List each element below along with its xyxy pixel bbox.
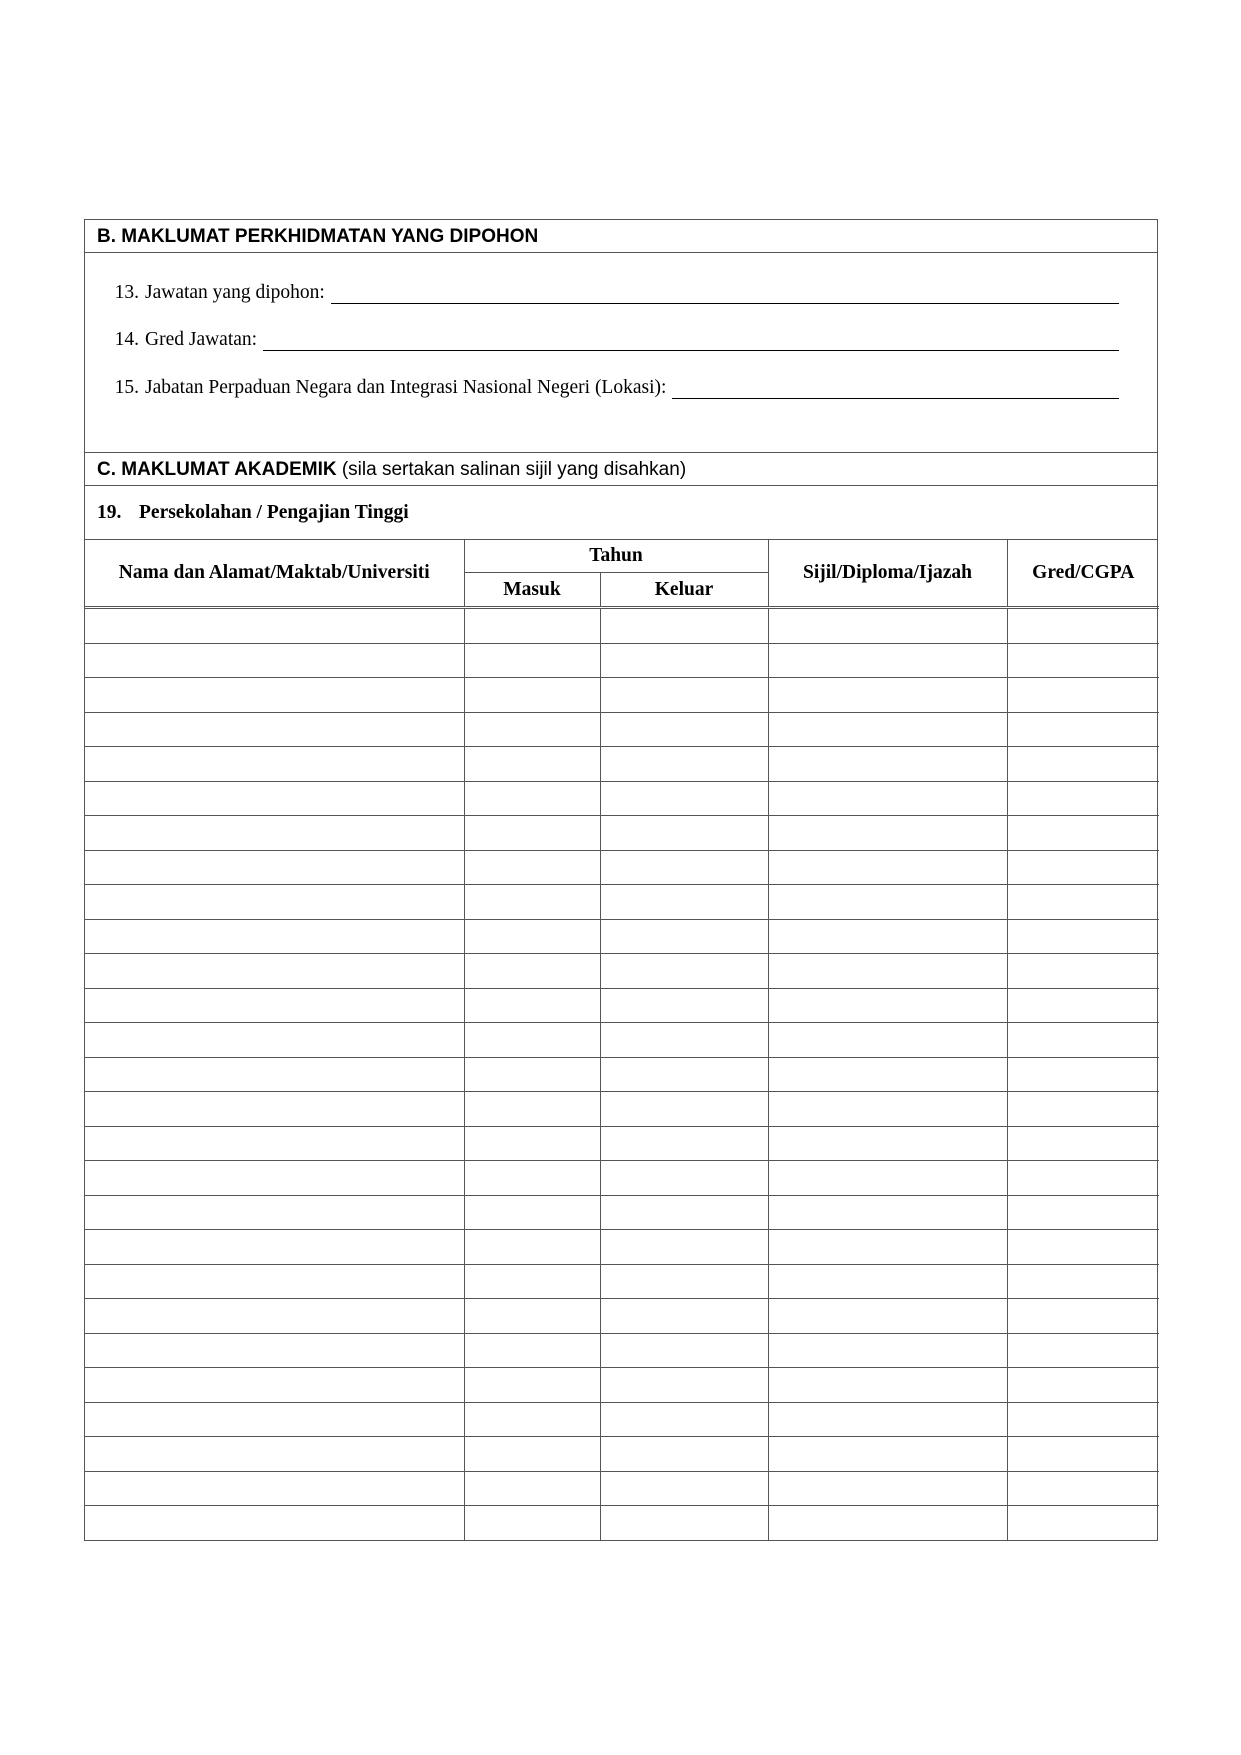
table-row (85, 919, 1159, 954)
cell-grade[interactable] (1007, 1195, 1159, 1230)
education-table (85, 540, 1159, 1540)
cell-year-out[interactable] (600, 1023, 768, 1058)
table-row (85, 1437, 1159, 1472)
table-row (85, 1161, 1159, 1196)
table-row (85, 1092, 1159, 1127)
table-row (85, 747, 1159, 782)
cell-certificate[interactable] (768, 885, 1007, 920)
cell-certificate[interactable] (768, 1264, 1007, 1299)
application-form (84, 219, 1158, 1541)
cell-name[interactable] (85, 1092, 464, 1127)
cell-grade[interactable] (1007, 919, 1159, 954)
cell-year-in[interactable] (464, 816, 600, 851)
col-header-year-out: Keluar (600, 573, 768, 608)
gred-input-line[interactable] (263, 330, 1119, 351)
cell-name[interactable] (85, 712, 464, 747)
cell-year-in[interactable] (464, 1264, 600, 1299)
cell-name[interactable] (85, 1161, 464, 1196)
cell-grade[interactable] (1007, 885, 1159, 920)
table-row (85, 885, 1159, 920)
cell-year-out[interactable] (600, 988, 768, 1023)
cell-year-in[interactable] (464, 1506, 600, 1540)
section-b-fields (85, 253, 1157, 453)
cell-year-out[interactable] (600, 1230, 768, 1265)
cell-name[interactable] (85, 747, 464, 782)
table-row (85, 643, 1159, 678)
cell-year-out[interactable] (600, 712, 768, 747)
cell-year-out[interactable] (600, 643, 768, 678)
cell-name[interactable] (85, 1471, 464, 1506)
cell-grade[interactable] (1007, 1264, 1159, 1299)
cell-year-out[interactable] (600, 1195, 768, 1230)
cell-certificate[interactable] (768, 1057, 1007, 1092)
field-number: 14. (114, 329, 139, 350)
cell-grade[interactable] (1007, 1402, 1159, 1437)
cell-grade[interactable] (1007, 1161, 1159, 1196)
cell-year-in[interactable] (464, 1092, 600, 1127)
table-row (85, 1230, 1159, 1265)
table-row (85, 1195, 1159, 1230)
cell-name[interactable] (85, 1506, 464, 1540)
cell-year-out[interactable] (600, 850, 768, 885)
cell-name[interactable] (85, 954, 464, 989)
cell-year-out[interactable] (600, 1506, 768, 1540)
table-row (85, 1333, 1159, 1368)
jabatan-input-line[interactable] (672, 378, 1119, 399)
cell-name[interactable] (85, 1126, 464, 1161)
cell-name[interactable] (85, 816, 464, 851)
cell-grade[interactable] (1007, 712, 1159, 747)
cell-grade[interactable] (1007, 1506, 1159, 1540)
cell-grade[interactable] (1007, 988, 1159, 1023)
cell-certificate[interactable] (768, 1161, 1007, 1196)
cell-grade[interactable] (1007, 608, 1159, 644)
cell-certificate[interactable] (768, 850, 1007, 885)
cell-name[interactable] (85, 1057, 464, 1092)
cell-certificate[interactable] (768, 1126, 1007, 1161)
cell-year-out[interactable] (600, 781, 768, 816)
cell-grade[interactable] (1007, 1126, 1159, 1161)
cell-name[interactable] (85, 1230, 464, 1265)
cell-certificate[interactable] (768, 1402, 1007, 1437)
cell-year-in[interactable] (464, 712, 600, 747)
table-row (85, 1471, 1159, 1506)
cell-grade[interactable] (1007, 643, 1159, 678)
table-row (85, 608, 1159, 644)
cell-certificate[interactable] (768, 1368, 1007, 1403)
field-jabatan (105, 373, 1119, 399)
cell-grade[interactable] (1007, 1471, 1159, 1506)
col-header-name: Nama dan Alamat/Maktab/Universiti (85, 540, 464, 608)
item-number: 19. (97, 502, 122, 523)
cell-year-out[interactable] (600, 747, 768, 782)
cell-name[interactable] (85, 643, 464, 678)
cell-grade[interactable] (1007, 781, 1159, 816)
cell-year-out[interactable] (600, 954, 768, 989)
cell-grade[interactable] (1007, 1333, 1159, 1368)
cell-year-in[interactable] (464, 643, 600, 678)
cell-year-in[interactable] (464, 1126, 600, 1161)
cell-year-in[interactable] (464, 1161, 600, 1196)
cell-certificate[interactable] (768, 1230, 1007, 1265)
cell-certificate[interactable] (768, 1333, 1007, 1368)
cell-year-in[interactable] (464, 885, 600, 920)
cell-year-out[interactable] (600, 1057, 768, 1092)
cell-name[interactable] (85, 1023, 464, 1058)
field-jawatan (105, 278, 1119, 304)
cell-year-in[interactable] (464, 1230, 600, 1265)
cell-certificate[interactable] (768, 1299, 1007, 1334)
cell-name[interactable] (85, 1264, 464, 1299)
table-row (85, 1264, 1159, 1299)
cell-year-in[interactable] (464, 1368, 600, 1403)
cell-grade[interactable] (1007, 816, 1159, 851)
cell-grade[interactable] (1007, 850, 1159, 885)
cell-year-in[interactable] (464, 608, 600, 644)
cell-name[interactable] (85, 1368, 464, 1403)
col-header-year-in: Masuk (464, 573, 600, 608)
table-row (85, 1368, 1159, 1403)
cell-certificate[interactable] (768, 678, 1007, 713)
cell-name[interactable] (85, 850, 464, 885)
cell-grade[interactable] (1007, 954, 1159, 989)
cell-name[interactable] (85, 1195, 464, 1230)
cell-year-in[interactable] (464, 1299, 600, 1334)
table-row (85, 1506, 1159, 1540)
cell-grade[interactable] (1007, 1023, 1159, 1058)
table-row (85, 816, 1159, 851)
cell-grade[interactable] (1007, 1299, 1159, 1334)
cell-name[interactable] (85, 678, 464, 713)
table-row (85, 781, 1159, 816)
cell-grade[interactable] (1007, 1368, 1159, 1403)
section-c-header (85, 453, 1157, 486)
table-row (85, 1126, 1159, 1161)
cell-year-in[interactable] (464, 1402, 600, 1437)
table-row (85, 850, 1159, 885)
cell-year-out[interactable] (600, 1161, 768, 1196)
cell-year-out[interactable] (600, 816, 768, 851)
cell-year-out[interactable] (600, 1092, 768, 1127)
cell-year-out[interactable] (600, 1299, 768, 1334)
item-19-header (85, 486, 1157, 540)
col-header-grade: Gred/CGPA (1007, 540, 1159, 608)
cell-name[interactable] (85, 919, 464, 954)
cell-name[interactable] (85, 1333, 464, 1368)
item-label: Persekolahan / Pengajian Tinggi (139, 502, 409, 523)
cell-year-in[interactable] (464, 919, 600, 954)
cell-certificate[interactable] (768, 988, 1007, 1023)
col-header-certificate: Sijil/Diploma/Ijazah (768, 540, 1007, 608)
cell-certificate[interactable] (768, 781, 1007, 816)
cell-year-out[interactable] (600, 1264, 768, 1299)
cell-grade[interactable] (1007, 747, 1159, 782)
cell-year-out[interactable] (600, 1368, 768, 1403)
cell-year-out[interactable] (600, 678, 768, 713)
table-row (85, 988, 1159, 1023)
cell-certificate[interactable] (768, 643, 1007, 678)
field-number: 13. (114, 282, 139, 303)
table-row (85, 712, 1159, 747)
table-row (85, 1057, 1159, 1092)
section-c-note: (sila sertakan salinan sijil yang disahkan) (341, 459, 687, 480)
cell-certificate[interactable] (768, 919, 1007, 954)
cell-name[interactable] (85, 988, 464, 1023)
cell-year-in[interactable] (464, 1471, 600, 1506)
cell-year-out[interactable] (600, 1402, 768, 1437)
col-header-year: Tahun (464, 540, 768, 573)
education-table-body (85, 608, 1159, 1540)
cell-grade[interactable] (1007, 1092, 1159, 1127)
cell-year-in[interactable] (464, 747, 600, 782)
cell-certificate[interactable] (768, 608, 1007, 644)
field-label: Jawatan yang dipohon: (145, 282, 325, 303)
cell-grade[interactable] (1007, 1437, 1159, 1472)
field-label: Jabatan Perpaduan Negara dan Integrasi Nasional Negeri (Lokasi): (145, 377, 667, 398)
cell-name[interactable] (85, 781, 464, 816)
cell-year-out[interactable] (600, 885, 768, 920)
section-b-header: B. MAKLUMAT PERKHIDMATAN YANG DIPOHON (85, 220, 1157, 253)
cell-year-in[interactable] (464, 1023, 600, 1058)
cell-certificate[interactable] (768, 1471, 1007, 1506)
field-label: Gred Jawatan: (145, 329, 258, 350)
table-row (85, 1402, 1159, 1437)
cell-certificate[interactable] (768, 1437, 1007, 1472)
cell-year-out[interactable] (600, 1333, 768, 1368)
cell-year-in[interactable] (464, 1057, 600, 1092)
field-number: 15. (114, 377, 139, 398)
cell-grade[interactable] (1007, 678, 1159, 713)
cell-year-in[interactable] (464, 1195, 600, 1230)
cell-name[interactable] (85, 608, 464, 644)
cell-certificate[interactable] (768, 747, 1007, 782)
cell-year-in[interactable] (464, 781, 600, 816)
cell-certificate[interactable] (768, 1506, 1007, 1540)
cell-year-out[interactable] (600, 1437, 768, 1472)
cell-certificate[interactable] (768, 1023, 1007, 1058)
section-c-title: C. MAKLUMAT AKADEMIK (97, 459, 337, 480)
table-row (85, 1299, 1159, 1334)
jawatan-input-line[interactable] (331, 283, 1119, 304)
cell-year-in[interactable] (464, 1333, 600, 1368)
cell-year-in[interactable] (464, 954, 600, 989)
table-row (85, 1023, 1159, 1058)
cell-name[interactable] (85, 885, 464, 920)
cell-grade[interactable] (1007, 1230, 1159, 1265)
table-row (85, 954, 1159, 989)
cell-year-out[interactable] (600, 608, 768, 644)
cell-year-in[interactable] (464, 850, 600, 885)
cell-year-in[interactable] (464, 988, 600, 1023)
cell-year-out[interactable] (600, 919, 768, 954)
table-row (85, 678, 1159, 713)
cell-year-out[interactable] (600, 1126, 768, 1161)
cell-certificate[interactable] (768, 712, 1007, 747)
cell-year-in[interactable] (464, 678, 600, 713)
cell-certificate[interactable] (768, 1195, 1007, 1230)
cell-certificate[interactable] (768, 954, 1007, 989)
cell-year-out[interactable] (600, 1471, 768, 1506)
cell-name[interactable] (85, 1402, 464, 1437)
cell-name[interactable] (85, 1299, 464, 1334)
field-gred (105, 325, 1119, 351)
cell-year-in[interactable] (464, 1437, 600, 1472)
cell-certificate[interactable] (768, 816, 1007, 851)
cell-grade[interactable] (1007, 1057, 1159, 1092)
cell-certificate[interactable] (768, 1092, 1007, 1127)
cell-name[interactable] (85, 1437, 464, 1472)
